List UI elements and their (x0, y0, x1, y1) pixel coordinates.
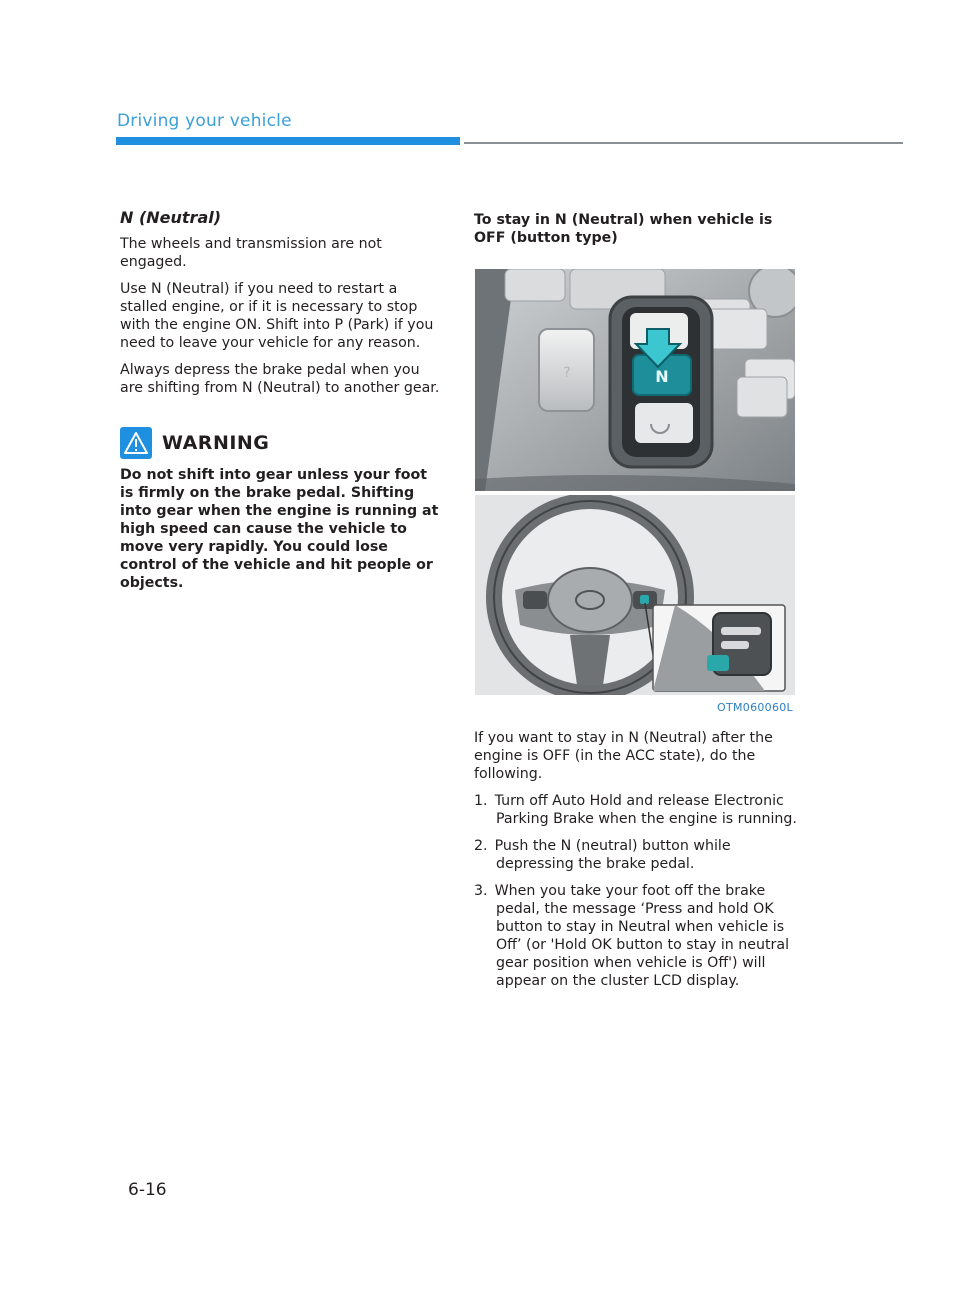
right-column (474, 211, 797, 999)
step-2: 2. Push the N (neutral) button while depressing the brake pedal. (474, 838, 731, 872)
section-title: Driving your vehicle (117, 111, 292, 131)
left-column (120, 208, 442, 592)
warning-header (120, 427, 442, 459)
paragraph-2: Use N (Neutral) if you need to restart a stalled engine, or if it is necessary to stop with the engine ON. Shift into P (Park) if you need to leave your vehicle for any reason. (120, 281, 434, 351)
n-button-label: N (655, 367, 669, 386)
step-3: 3. When you take your foot off the brake pedal, the message ‘Press and hold OK button to stay in Neutral when vehicle is Off’ (or 'Hold OK button to stay in neutral gear position when vehicle is Off') will appear on the cluster LCD display. (474, 883, 790, 989)
page-number: 6-16 (128, 1180, 167, 1200)
steps-list (474, 792, 797, 990)
figure-shift-console (475, 269, 795, 491)
figure-steering-wheel (475, 495, 795, 715)
neutral-heading: N (Neutral) (120, 208, 222, 227)
step-1: 1. Turn off Auto Hold and release Electronic Parking Brake when the engine is running. (474, 793, 797, 827)
figure-2-caption: OTM060060L (717, 701, 793, 714)
warning-title: WARNING (162, 432, 270, 454)
warning-icon (120, 427, 152, 459)
button-type-heading: To stay in N (Neutral) when vehicle is OFF (button type) (474, 212, 773, 246)
paragraph-3: Always depress the brake pedal when you are shifting from N (Neutral) to another gear. (120, 362, 440, 396)
header-accent-bar (116, 137, 460, 145)
header-rule (464, 142, 903, 144)
svg-text:?: ? (563, 365, 571, 381)
paragraph-1: The wheels and transmission are not engaged. (120, 236, 382, 270)
warning-text: Do not shift into gear unless your foot is firmly on the brake pedal. Shifting into gear when the engine is running at high speed can cause the vehicle to move very rapidly. You could lose control of the vehicle and hit people or objects. (120, 467, 439, 591)
intro-paragraph: If you want to stay in N (Neutral) after the engine is OFF (in the ACC state), do the following. (474, 730, 773, 782)
